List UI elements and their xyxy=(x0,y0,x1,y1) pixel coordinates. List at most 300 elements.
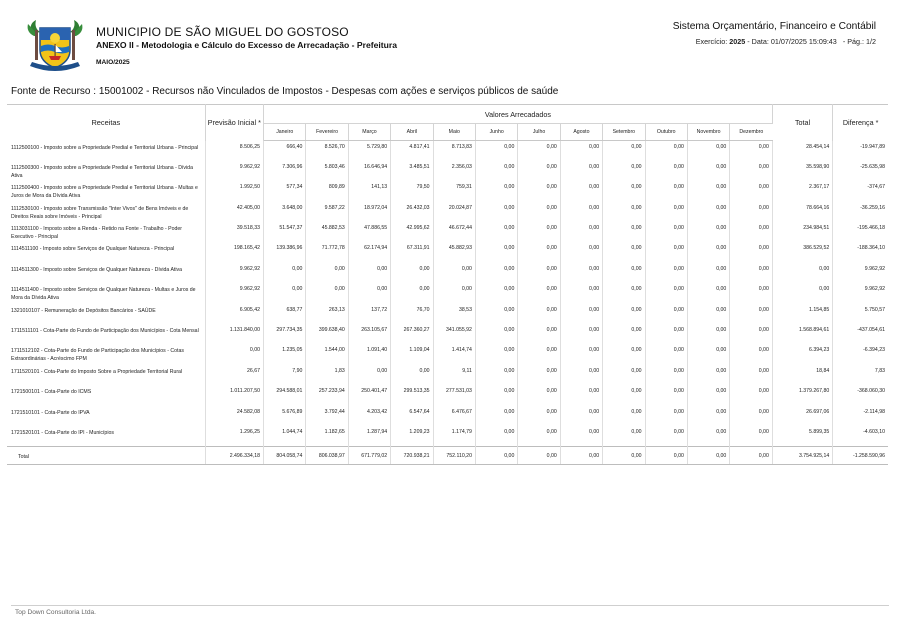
month-value-cell: 0,00 xyxy=(560,304,602,324)
month-value-cell: 137,72 xyxy=(348,304,390,324)
month-value-cell: 0,00 xyxy=(603,324,645,344)
month-value-cell: 399.638,40 xyxy=(306,324,348,344)
revenue-description: 1112500300 - Imposto sobre a Propriedade Predial e Territorial Urbana - Dívida Ativa xyxy=(7,161,205,181)
month-value-cell: 0,00 xyxy=(475,365,517,385)
total-cell: 2.367,17 xyxy=(772,181,832,201)
month-value-cell: 0,00 xyxy=(475,426,517,446)
month-value-cell: 46.672,44 xyxy=(433,222,475,242)
month-value-cell: 4.817,41 xyxy=(391,141,433,161)
month-value-cell: 0,00 xyxy=(391,283,433,303)
month-value-cell: 2.356,03 xyxy=(433,161,475,181)
revenue-description: 1112500400 - Imposto sobre a Propriedade Predial e Territorial Urbana - Multas e Juros de Mora da Dívida Ativa xyxy=(7,181,205,201)
revenue-description: 1711512102 - Cota-Parte do Fundo de Participação dos Municípios - Cotas Extraordinárias - Acréscimo FPM xyxy=(7,344,205,364)
footer-divider xyxy=(11,605,889,606)
month-value-cell: 263.105,67 xyxy=(348,324,390,344)
table-row xyxy=(7,365,888,385)
month-value-cell: 0,00 xyxy=(730,222,773,242)
month-value-cell: 0,00 xyxy=(687,242,729,262)
month-value-cell: 45.882,93 xyxy=(433,242,475,262)
month-value-cell: 0,00 xyxy=(560,426,602,446)
municipal-coat-of-arms-icon xyxy=(24,16,86,74)
table-row xyxy=(7,324,888,344)
month-value-cell: 9,11 xyxy=(433,365,475,385)
total-month-cell: 0,00 xyxy=(730,446,773,464)
month-value-cell: 759,31 xyxy=(433,181,475,201)
month-value-cell: 341.055,92 xyxy=(433,324,475,344)
month-value-cell: 263,13 xyxy=(306,304,348,324)
month-value-cell: 0,00 xyxy=(687,202,729,222)
month-value-cell: 0,00 xyxy=(560,283,602,303)
month-value-cell: 3.648,00 xyxy=(264,202,306,222)
month-value-cell: 0,00 xyxy=(730,385,773,405)
table-total-row xyxy=(7,446,888,464)
month-value-cell: 0,00 xyxy=(475,344,517,364)
total-month-cell: 0,00 xyxy=(560,446,602,464)
month-value-cell: 0,00 xyxy=(645,304,687,324)
total-cell: 234.984,51 xyxy=(772,222,832,242)
total-month-cell: 0,00 xyxy=(518,446,560,464)
total-cell: 1.379.267,80 xyxy=(772,385,832,405)
month-value-cell: 1.287,94 xyxy=(348,426,390,446)
month-value-cell: 666,40 xyxy=(264,141,306,161)
col-header-month: Fevereiro xyxy=(306,124,348,141)
month-value-cell: 0,00 xyxy=(518,406,560,426)
diferenca-cell: 9.962,92 xyxy=(864,286,885,293)
total-month-cell: 0,00 xyxy=(687,446,729,464)
month-value-cell: 809,89 xyxy=(306,181,348,201)
resource-source-title: Fonte de Recurso : 15001002 - Recursos não Vinculados de Impostos - Despesas com ações e serviços públicos de saúde xyxy=(11,86,559,97)
total-cell: 26.697,06 xyxy=(772,406,832,426)
month-value-cell: 5.803,46 xyxy=(306,161,348,181)
month-value-cell: 0,00 xyxy=(306,263,348,283)
previsao-cell: 6.905,42 xyxy=(205,304,263,324)
diferenca-cell: -437.054,61 xyxy=(857,327,885,334)
col-header-month: Dezembro xyxy=(730,124,773,141)
total-cell: 5.899,35 xyxy=(772,426,832,446)
month-value-cell: 0,00 xyxy=(603,222,645,242)
month-value-cell: 9.587,22 xyxy=(306,202,348,222)
previsao-cell: 26,67 xyxy=(205,365,263,385)
total-cell: 28.454,14 xyxy=(772,141,832,161)
report-header xyxy=(0,0,900,80)
page-number: 1/2 xyxy=(866,37,876,46)
month-value-cell: 0,00 xyxy=(730,141,773,161)
month-value-cell: 62.174,94 xyxy=(348,242,390,262)
diferenca-cell: -374,67 xyxy=(867,184,885,191)
month-value-cell: 1.414,74 xyxy=(433,344,475,364)
report-meta xyxy=(696,37,876,46)
col-header-previsao: Previsão Inicial * xyxy=(205,105,263,141)
month-value-cell: 0,00 xyxy=(560,365,602,385)
month-value-cell: 47.886,55 xyxy=(348,222,390,242)
total-diferenca-cell: -1.258.590,96 xyxy=(833,446,888,464)
revenue-table xyxy=(7,104,888,465)
total-month-cell: 806.038,97 xyxy=(306,446,348,464)
table-row xyxy=(7,304,888,324)
diferenca-cell: -188.364,10 xyxy=(857,245,885,252)
revenue-description: 1114511300 - Imposto sobre Serviços de Qualquer Natureza - Dívida Ativa xyxy=(7,263,205,283)
month-value-cell: 0,00 xyxy=(475,222,517,242)
system-name: Sistema Orçamentário, Financeiro e Contábil xyxy=(672,21,876,32)
month-value-cell: 0,00 xyxy=(348,263,390,283)
revenue-description: 1114511400 - Imposto sobre Serviços de Qualquer Natureza - Multas e Juros de Mora da Dívida Ativa xyxy=(7,283,205,303)
month-value-cell: 76,70 xyxy=(391,304,433,324)
month-value-cell: 0,00 xyxy=(560,263,602,283)
month-value-cell: 0,00 xyxy=(475,263,517,283)
month-value-cell: 267.360,27 xyxy=(391,324,433,344)
month-value-cell: 26.432,03 xyxy=(391,202,433,222)
month-value-cell: 0,00 xyxy=(391,263,433,283)
month-value-cell: 0,00 xyxy=(603,181,645,201)
table-row xyxy=(7,222,888,242)
month-value-cell: 0,00 xyxy=(433,263,475,283)
month-value-cell: 0,00 xyxy=(603,283,645,303)
month-value-cell: 0,00 xyxy=(687,222,729,242)
revenue-description: 1112530100 - Imposto sobre Transmissão "Inter Vivos" de Bens Imóveis e de Direitos Reais sobre Imóveis - Principal xyxy=(7,202,205,222)
month-value-cell: 0,00 xyxy=(391,365,433,385)
exercise-label: Exercício: xyxy=(695,37,728,46)
month-value-cell: 294.588,01 xyxy=(264,385,306,405)
month-value-cell: 0,00 xyxy=(518,202,560,222)
month-value-cell: 0,00 xyxy=(645,385,687,405)
grand-total-cell: 3.754.925,14 xyxy=(772,446,832,464)
revenue-description: 1114511100 - Imposto sobre Serviços de Qualquer Natureza - Principal xyxy=(7,242,205,262)
month-value-cell: 0,00 xyxy=(687,141,729,161)
col-header-month: Julho xyxy=(518,124,560,141)
month-value-cell: 0,00 xyxy=(687,304,729,324)
previsao-cell: 24.582,08 xyxy=(205,406,263,426)
month-value-cell: 8.526,70 xyxy=(306,141,348,161)
total-month-cell: 0,00 xyxy=(475,446,517,464)
month-value-cell: 0,00 xyxy=(645,283,687,303)
total-month-cell: 0,00 xyxy=(645,446,687,464)
month-value-cell: 0,00 xyxy=(687,161,729,181)
month-value-cell: 45.882,53 xyxy=(306,222,348,242)
previsao-cell: 1.992,50 xyxy=(205,181,263,201)
month-value-cell: 0,00 xyxy=(518,263,560,283)
total-label: Total xyxy=(7,446,205,464)
col-header-receitas: Receitas xyxy=(7,105,205,141)
total-cell: 78.664,16 xyxy=(772,202,832,222)
report-title: ANEXO II - Metodologia e Cálculo do Excesso de Arrecadação - Prefeitura xyxy=(96,40,398,50)
month-value-cell: 3.485,51 xyxy=(391,161,433,181)
total-cell: 18,84 xyxy=(772,365,832,385)
month-value-cell: 139.386,96 xyxy=(264,242,306,262)
footer-credit: Top Down Consultoria Ltda. xyxy=(15,609,97,616)
month-value-cell: 1.544,00 xyxy=(306,344,348,364)
month-value-cell: 7.306,96 xyxy=(264,161,306,181)
month-value-cell: 0,00 xyxy=(645,242,687,262)
previsao-cell: 42.405,00 xyxy=(205,202,263,222)
col-header-month: Agosto xyxy=(560,124,602,141)
month-value-cell: 0,00 xyxy=(687,283,729,303)
month-value-cell: 0,00 xyxy=(603,426,645,446)
month-value-cell: 0,00 xyxy=(730,344,773,364)
month-value-cell: 0,00 xyxy=(518,161,560,181)
previsao-cell: 0,00 xyxy=(205,344,263,364)
diferenca-cell: -19.947,89 xyxy=(860,143,885,150)
month-value-cell: 0,00 xyxy=(560,406,602,426)
revenue-description: 1721520101 - Cota-Parte do IPI - Municípios xyxy=(7,426,205,446)
month-value-cell: 0,00 xyxy=(560,202,602,222)
total-cell: 0,00 xyxy=(772,263,832,283)
table-row xyxy=(7,242,888,262)
month-value-cell: 0,00 xyxy=(264,263,306,283)
revenue-description: 1711511101 - Cota-Parte do Fundo de Participação dos Municípios - Cota Mensal xyxy=(7,324,205,344)
month-value-cell: 1.182,65 xyxy=(306,426,348,446)
month-value-cell: 141,13 xyxy=(348,181,390,201)
table-row xyxy=(7,283,888,303)
month-value-cell: 0,00 xyxy=(518,344,560,364)
diferenca-cell: -36.259,16 xyxy=(860,204,885,211)
month-value-cell: 0,00 xyxy=(348,283,390,303)
month-value-cell: 0,00 xyxy=(475,202,517,222)
month-value-cell: 0,00 xyxy=(687,426,729,446)
month-value-cell: 250.401,47 xyxy=(348,385,390,405)
month-value-cell: 0,00 xyxy=(264,283,306,303)
month-value-cell: 0,00 xyxy=(687,263,729,283)
month-value-cell: 0,00 xyxy=(687,406,729,426)
month-value-cell: 577,34 xyxy=(264,181,306,201)
table-row xyxy=(7,344,888,364)
col-header-month: Novembro xyxy=(687,124,729,141)
month-value-cell: 0,00 xyxy=(518,242,560,262)
month-value-cell: 0,00 xyxy=(730,202,773,222)
revenue-description: 1113031100 - Imposto sobre a Renda - Retido na Fonte - Trabalho - Poder Executivo - Principal xyxy=(7,222,205,242)
previsao-cell: 8.506,25 xyxy=(205,141,263,161)
month-value-cell: 0,00 xyxy=(518,222,560,242)
month-value-cell: 0,00 xyxy=(475,181,517,201)
month-value-cell: 0,00 xyxy=(603,263,645,283)
month-value-cell: 1,83 xyxy=(306,365,348,385)
month-value-cell: 0,00 xyxy=(603,365,645,385)
exercise-year: 2025 xyxy=(729,37,746,46)
revenue-description: 1711520101 - Cota-Parte do Imposto Sobre a Propriedade Territorial Rural xyxy=(7,365,205,385)
table-row xyxy=(7,263,888,283)
diferenca-cell: -25.635,98 xyxy=(860,163,885,170)
month-value-cell: 0,00 xyxy=(687,385,729,405)
month-value-cell: 0,00 xyxy=(348,365,390,385)
table-row xyxy=(7,406,888,426)
previsao-cell: 9.962,92 xyxy=(205,161,263,181)
month-value-cell: 1.174,79 xyxy=(433,426,475,446)
total-month-cell: 752.110,20 xyxy=(433,446,475,464)
total-cell: 0,00 xyxy=(772,283,832,303)
month-value-cell: 0,00 xyxy=(730,426,773,446)
diferenca-cell: -6.394,23 xyxy=(863,347,885,354)
total-cell: 35.598,90 xyxy=(772,161,832,181)
col-header-month: Junho xyxy=(475,124,517,141)
month-value-cell: 42.995,62 xyxy=(391,222,433,242)
col-header-month: Maio xyxy=(433,124,475,141)
col-header-diferenca: Diferença * xyxy=(833,105,888,141)
month-value-cell: 0,00 xyxy=(645,202,687,222)
month-value-cell: 0,00 xyxy=(475,283,517,303)
month-value-cell: 8.713,83 xyxy=(433,141,475,161)
month-value-cell: 38,53 xyxy=(433,304,475,324)
month-value-cell: 6.476,67 xyxy=(433,406,475,426)
previsao-cell: 198.165,42 xyxy=(205,242,263,262)
month-value-cell: 0,00 xyxy=(560,324,602,344)
month-value-cell: 1.091,40 xyxy=(348,344,390,364)
table-row xyxy=(7,181,888,201)
month-value-cell: 0,00 xyxy=(560,222,602,242)
month-value-cell: 0,00 xyxy=(560,385,602,405)
month-value-cell: 0,00 xyxy=(518,304,560,324)
total-previsao-cell: 2.496.334,18 xyxy=(205,446,263,464)
col-header-month: Outubro xyxy=(645,124,687,141)
month-value-cell: 7,90 xyxy=(264,365,306,385)
month-value-cell: 4.203,42 xyxy=(348,406,390,426)
month-value-cell: 0,00 xyxy=(730,406,773,426)
month-value-cell: 0,00 xyxy=(518,385,560,405)
month-value-cell: 0,00 xyxy=(306,283,348,303)
previsao-cell: 1.011.207,50 xyxy=(205,385,263,405)
month-value-cell: 0,00 xyxy=(603,141,645,161)
total-month-cell: 671.779,02 xyxy=(348,446,390,464)
table-row xyxy=(7,141,888,161)
diferenca-cell: -4.603,10 xyxy=(863,428,885,435)
month-value-cell: 299.513,35 xyxy=(391,385,433,405)
municipality-name: MUNICIPIO DE SÃO MIGUEL DO GOSTOSO xyxy=(96,25,349,39)
month-value-cell: 0,00 xyxy=(730,283,773,303)
month-value-cell: 638,77 xyxy=(264,304,306,324)
month-value-cell: 51.547,37 xyxy=(264,222,306,242)
month-value-cell: 0,00 xyxy=(560,242,602,262)
month-value-cell: 0,00 xyxy=(518,283,560,303)
month-value-cell: 0,00 xyxy=(730,263,773,283)
previsao-cell: 1.131.840,00 xyxy=(205,324,263,344)
total-cell: 1.568.894,61 xyxy=(772,324,832,344)
month-value-cell: 0,00 xyxy=(475,324,517,344)
month-value-cell: 0,00 xyxy=(603,304,645,324)
total-cell: 386.529,52 xyxy=(772,242,832,262)
month-value-cell: 257.233,94 xyxy=(306,385,348,405)
month-value-cell: 0,00 xyxy=(645,263,687,283)
month-value-cell: 0,00 xyxy=(730,181,773,201)
diferenca-cell: 9.962,92 xyxy=(864,265,885,272)
revenue-description: 1112500100 - Imposto sobre a Propriedade Predial e Territorial Urbana - Principal xyxy=(7,141,205,161)
month-value-cell: 0,00 xyxy=(730,161,773,181)
month-value-cell: 0,00 xyxy=(433,283,475,303)
month-value-cell: 0,00 xyxy=(730,324,773,344)
month-value-cell: 0,00 xyxy=(645,161,687,181)
month-value-cell: 0,00 xyxy=(687,365,729,385)
month-value-cell: 0,00 xyxy=(603,242,645,262)
report-period: MAIO/2025 xyxy=(96,59,130,66)
col-header-month: Março xyxy=(348,124,390,141)
month-value-cell: 0,00 xyxy=(603,406,645,426)
revenue-description: 1721510101 - Cota-Parte do IPVA xyxy=(7,406,205,426)
col-header-valores-arrecadados: Valores Arrecadados xyxy=(264,105,773,124)
month-value-cell: 5.676,89 xyxy=(264,406,306,426)
month-value-cell: 16.646,94 xyxy=(348,161,390,181)
month-value-cell: 0,00 xyxy=(560,344,602,364)
month-value-cell: 0,00 xyxy=(645,406,687,426)
month-value-cell: 0,00 xyxy=(518,181,560,201)
month-value-cell: 0,00 xyxy=(603,202,645,222)
revenue-description: 1321010107 - Remuneração de Depósitos Bancários - SAÚDE xyxy=(7,304,205,324)
table-row xyxy=(7,426,888,446)
total-month-cell: 720.938,21 xyxy=(391,446,433,464)
month-value-cell: 0,00 xyxy=(645,365,687,385)
month-value-cell: 0,00 xyxy=(645,181,687,201)
month-value-cell: 0,00 xyxy=(730,365,773,385)
month-value-cell: 79,50 xyxy=(391,181,433,201)
month-value-cell: 0,00 xyxy=(475,161,517,181)
month-value-cell: 277.531,03 xyxy=(433,385,475,405)
month-value-cell: 5.729,80 xyxy=(348,141,390,161)
month-value-cell: 0,00 xyxy=(603,385,645,405)
month-value-cell: 0,00 xyxy=(687,344,729,364)
month-value-cell: 0,00 xyxy=(475,242,517,262)
month-value-cell: 0,00 xyxy=(645,426,687,446)
month-value-cell: 3.792,44 xyxy=(306,406,348,426)
report-datetime: 01/07/2025 15:09:43 xyxy=(770,37,837,46)
month-value-cell: 0,00 xyxy=(560,161,602,181)
col-header-month: Abril xyxy=(391,124,433,141)
month-value-cell: 0,00 xyxy=(603,344,645,364)
month-value-cell: 0,00 xyxy=(475,304,517,324)
diferenca-cell: -195.466,18 xyxy=(857,225,885,232)
previsao-cell: 9.962,92 xyxy=(205,263,263,283)
col-header-month: Setembro xyxy=(603,124,645,141)
total-cell: 6.394,23 xyxy=(772,344,832,364)
total-month-cell: 0,00 xyxy=(603,446,645,464)
month-value-cell: 0,00 xyxy=(645,141,687,161)
month-value-cell: 0,00 xyxy=(687,181,729,201)
total-cell: 1.154,85 xyxy=(772,304,832,324)
month-value-cell: 0,00 xyxy=(560,181,602,201)
month-value-cell: 67.311,91 xyxy=(391,242,433,262)
month-value-cell: 1.109,04 xyxy=(391,344,433,364)
revenue-description: 1721500101 - Cota-Parte do ICMS xyxy=(7,385,205,405)
month-value-cell: 0,00 xyxy=(475,385,517,405)
month-value-cell: 0,00 xyxy=(475,406,517,426)
month-value-cell: 18.972,04 xyxy=(348,202,390,222)
month-value-cell: 0,00 xyxy=(518,365,560,385)
diferenca-cell: 7,83 xyxy=(874,367,885,374)
month-value-cell: 1.209,23 xyxy=(391,426,433,446)
month-value-cell: 20.024,87 xyxy=(433,202,475,222)
month-value-cell: 0,00 xyxy=(603,161,645,181)
month-value-cell: 297.734,35 xyxy=(264,324,306,344)
diferenca-cell: -2.114,98 xyxy=(863,408,885,415)
month-value-cell: 1.044,74 xyxy=(264,426,306,446)
date-label: - Data: xyxy=(747,37,769,46)
month-value-cell: 0,00 xyxy=(560,141,602,161)
diferenca-cell: 5.750,57 xyxy=(864,306,885,313)
month-value-cell: 71.772,78 xyxy=(306,242,348,262)
col-header-total: Total xyxy=(772,105,832,141)
col-header-month: Janeiro xyxy=(264,124,306,141)
previsao-cell: 39.518,33 xyxy=(205,222,263,242)
month-value-cell: 0,00 xyxy=(687,324,729,344)
month-value-cell: 0,00 xyxy=(518,426,560,446)
month-value-cell: 0,00 xyxy=(645,344,687,364)
diferenca-cell: -368.060,30 xyxy=(857,388,885,395)
month-value-cell: 0,00 xyxy=(518,324,560,344)
month-value-cell: 0,00 xyxy=(518,141,560,161)
table-row xyxy=(7,385,888,405)
page-label: - Pág.: xyxy=(842,37,864,46)
month-value-cell: 0,00 xyxy=(730,242,773,262)
table-row xyxy=(7,161,888,181)
month-value-cell: 1.235,05 xyxy=(264,344,306,364)
month-value-cell: 6.547,64 xyxy=(391,406,433,426)
table-row xyxy=(7,202,888,222)
previsao-cell: 9.962,92 xyxy=(205,283,263,303)
